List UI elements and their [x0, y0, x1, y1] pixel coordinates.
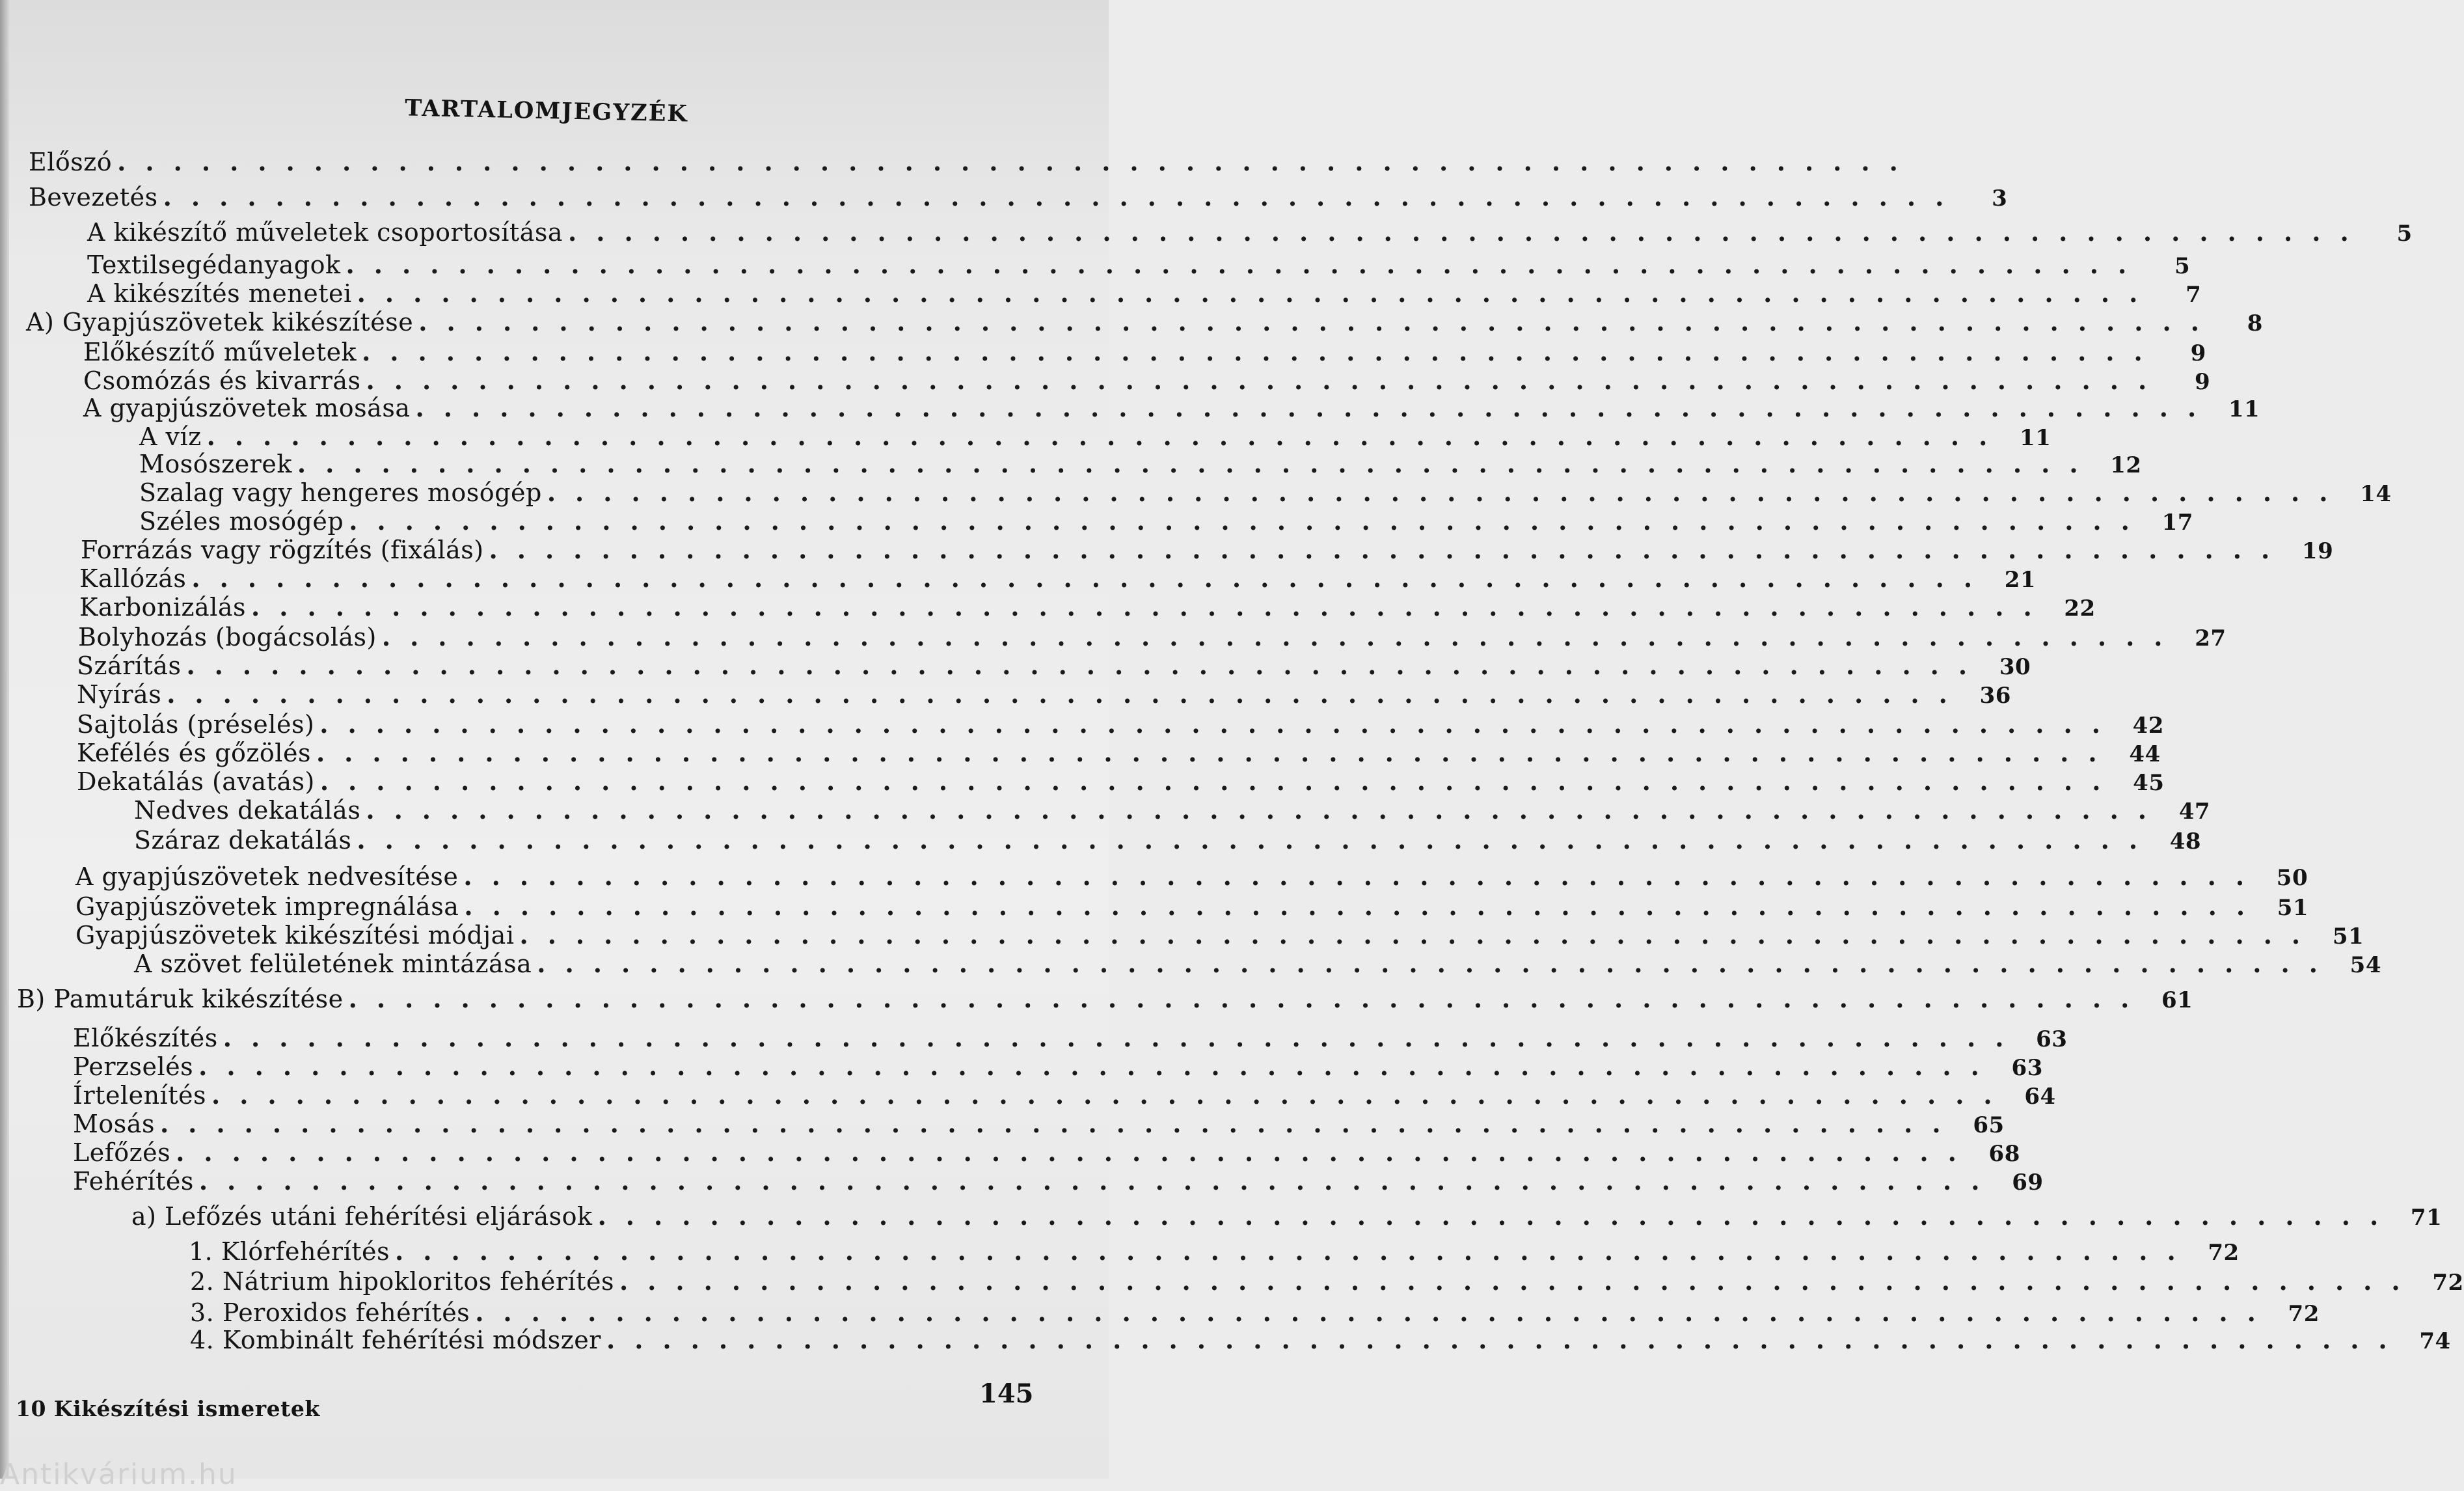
toc-entry-label: Perzselés: [73, 1052, 194, 1081]
toc-entry: [73, 1023, 2068, 1053]
dot-leader: ................................................................: [606, 1325, 2407, 1354]
toc-entry: [79, 564, 2037, 594]
toc-entry: [77, 767, 2165, 797]
dot-leader: ................................................................: [366, 795, 2167, 825]
toc-entry-page: 63: [2011, 1055, 2043, 1081]
page-footer-signature: 10 Kikészítési ismeretek: [16, 1396, 320, 1421]
toc-entry: [77, 679, 2011, 709]
toc-entry-page: 72: [2432, 1270, 2464, 1296]
toc-entry-label: 3. Peroxidos fehérítés: [190, 1298, 470, 1327]
toc-entry-label: 4. Kombinált fehérítési módszer: [190, 1326, 601, 1354]
toc-entry: [29, 147, 1917, 177]
toc-entry-page: 5: [2396, 221, 2413, 247]
dot-leader: ................................................................: [198, 1052, 1999, 1081]
toc-entry-label: A kikészítő műveletek csoportosítása: [87, 218, 563, 247]
toc-entry: [73, 1138, 2020, 1168]
toc-entry-page: 19: [2301, 538, 2334, 564]
toc-entry-page: 21: [2004, 567, 2037, 593]
toc-entry: [87, 217, 2413, 247]
dot-leader: ................................................................: [159, 1109, 1960, 1138]
toc-entry-label: Szárítás: [77, 651, 182, 680]
toc-entry-page: 5: [2174, 253, 2191, 279]
dot-leader: ................................................................: [464, 892, 2265, 921]
toc-entry-label: Lefőzés: [73, 1138, 171, 1167]
toc-entry: [139, 478, 2392, 508]
toc-entry-label: Kefélés és gőzölés: [77, 739, 311, 767]
toc-entry-page: 8: [2247, 310, 2263, 336]
dot-leader: ................................................................: [223, 1023, 2024, 1052]
toc-entry-label: Előszó: [29, 148, 113, 176]
toc-entry: [77, 738, 2161, 768]
toc-entry: [139, 506, 2193, 536]
toc-entry-page: 44: [2129, 741, 2161, 767]
toc-entry-label: Csomózás és kivarrás: [83, 366, 361, 395]
toc-entry-label: Széles mosógép: [139, 507, 344, 536]
toc-entry-label: A gyapjúszövetek mosása: [83, 394, 411, 422]
dot-leader: ................................................................: [319, 767, 2120, 796]
dot-leader: ................................................................: [381, 622, 2182, 651]
toc-entry-label: Mosószerek: [139, 450, 292, 478]
dot-leader: ................................................................: [117, 147, 1917, 176]
dot-leader: ................................................................: [191, 564, 1992, 593]
toc-entry: [87, 250, 2191, 280]
toc-entry: [75, 892, 2309, 922]
toc-entry-page: 48: [2169, 828, 2202, 855]
toc-entry: [134, 795, 2211, 825]
dot-leader: ................................................................: [251, 592, 2051, 622]
dot-leader: ................................................................: [547, 478, 2348, 507]
toc-entry-page: 45: [2133, 770, 2165, 796]
toc-entry-page: 3: [1992, 185, 2008, 212]
toc-entry-label: A kikészítés menetei: [87, 279, 352, 308]
dot-leader: ................................................................: [345, 250, 2146, 279]
dot-leader: ................................................................: [176, 1138, 1976, 1167]
toc-entry-label: Gyapjúszövetek kikészítési módjai: [75, 921, 515, 950]
toc-entry-label: Előkészítés: [73, 1024, 218, 1052]
dot-leader: ................................................................: [537, 949, 2337, 978]
toc-entry-label: Fehérítés: [73, 1167, 194, 1196]
toc-entry-label: Szalag vagy hengeres mosógép: [139, 478, 542, 507]
toc-entry-label: a) Lefőzés utáni fehérítési eljárások: [131, 1202, 593, 1231]
toc-entry: [87, 279, 2202, 308]
toc-entry: [190, 1266, 2464, 1296]
dot-leader: ................................................................: [366, 366, 2167, 395]
toc-entry-label: Textilsegédanyagok: [87, 251, 341, 279]
toc-title: TARTALOMJEGYZÉK: [404, 94, 689, 128]
toc-entry-label: Bevezetés: [29, 183, 158, 212]
dot-leader: ................................................................: [206, 422, 2007, 451]
toc-entry: [83, 393, 2260, 423]
toc-entry: [134, 825, 2202, 855]
dot-leader: ................................................................: [349, 506, 2149, 536]
toc-entry-label: Forrázás vagy rögzítés (fixálás): [81, 536, 484, 564]
dot-leader: ................................................................: [568, 217, 2368, 247]
dot-leader: ................................................................: [167, 679, 1967, 709]
toc-entry: [83, 366, 2211, 396]
dot-leader: ................................................................: [519, 920, 2320, 950]
toc-entry: [73, 1109, 2005, 1139]
toc-entry-page: 65: [1973, 1112, 2005, 1138]
toc-entry: [83, 337, 2206, 367]
dot-leader: ................................................................: [415, 393, 2216, 422]
toc-entry: [26, 307, 2263, 337]
toc-entry: [77, 651, 2031, 681]
toc-entry-label: Bolyhozás (bogácsolás): [78, 623, 377, 651]
toc-entry-page: 51: [2277, 895, 2309, 921]
toc-entry: [17, 984, 2193, 1014]
toc-entry-page: 17: [2161, 510, 2193, 536]
toc-entry: [75, 862, 2308, 892]
toc-entry-page: 11: [2228, 396, 2260, 422]
toc-entry-page: 64: [2024, 1084, 2056, 1110]
toc-entry-label: Nyírás: [77, 680, 162, 709]
dot-leader: ................................................................: [597, 1201, 2398, 1231]
toc-entry-page: 69: [2012, 1170, 2044, 1196]
toc-entry-page: 22: [2064, 595, 2096, 622]
toc-entry: [190, 1298, 2320, 1328]
dot-leader: ................................................................: [357, 825, 2158, 855]
dot-leader: ................................................................: [186, 651, 1987, 680]
toc-entry: [73, 1052, 2043, 1082]
toc-entry-label: Nedves dekatálás: [134, 796, 361, 825]
dot-leader: ................................................................: [297, 449, 2098, 478]
toc-entry-page: 71: [2410, 1205, 2443, 1231]
toc-entry-label: A víz: [139, 422, 202, 451]
dot-leader: ................................................................: [475, 1298, 2275, 1327]
toc-entry-page: 27: [2195, 625, 2227, 651]
toc-entry-page: 72: [2288, 1301, 2320, 1327]
toc-entry-label: Gyapjúszövetek impregnálása: [75, 892, 459, 921]
toc-entry-page: 36: [1979, 683, 2011, 709]
dot-leader: ................................................................: [198, 1166, 1999, 1196]
toc-entry: [81, 535, 2334, 565]
dot-leader: ................................................................: [395, 1237, 2195, 1266]
toc-entry-label: Előkészítő műveletek: [83, 338, 357, 366]
toc-entry-page: 12: [2110, 452, 2142, 478]
dot-leader: ................................................................: [316, 738, 2117, 767]
toc-entry-page: 30: [1999, 654, 2031, 680]
toc-entry-label: Kallózás: [79, 564, 187, 593]
toc-entry: [29, 182, 2008, 212]
toc-entry-label: Dekatálás (avatás): [77, 767, 315, 796]
toc-entry: [77, 709, 2164, 739]
dot-leader: ................................................................: [362, 337, 2162, 366]
toc-entry-label: Mosás: [73, 1110, 155, 1138]
toc-entry: [189, 1237, 2240, 1266]
toc-entry-label: Írtelenítés: [73, 1081, 206, 1110]
toc-entry-label: Karbonizálás: [79, 593, 247, 622]
toc-entry: [73, 1080, 2056, 1110]
dot-leader: ................................................................: [163, 182, 1964, 212]
toc-entry: [79, 592, 2096, 622]
toc-entry: [78, 622, 2227, 652]
toc-entry-page: 54: [2349, 952, 2381, 978]
toc-entry-label: Száraz dekatálás: [134, 826, 352, 855]
toc-entry-page: 50: [2276, 865, 2308, 891]
dot-leader: ................................................................: [211, 1080, 2012, 1110]
toc-entry-page: 9: [2190, 340, 2206, 366]
toc-entry: [134, 949, 2381, 979]
dot-leader: ................................................................: [619, 1266, 2420, 1296]
toc-entry-page: 11: [2020, 425, 2051, 451]
dot-leader: ................................................................: [348, 984, 2149, 1013]
toc-entry-page: 51: [2332, 923, 2364, 950]
toc-entry-page: 47: [2178, 799, 2211, 825]
toc-entry-label: A szövet felületének mintázása: [134, 950, 532, 978]
toc-entry-page: 7: [2186, 282, 2202, 308]
dot-leader: ................................................................: [418, 307, 2219, 336]
toc-entry-page: 9: [2195, 369, 2211, 395]
toc-entry: [73, 1166, 2044, 1196]
watermark-text: Antikvárium.hu: [0, 1458, 237, 1491]
dot-leader: ................................................................: [463, 862, 2264, 891]
toc-entry-page: 63: [2036, 1026, 2068, 1052]
toc-entry-label: Sajtolás (préselés): [77, 710, 315, 739]
toc-entry-page: 74: [2419, 1328, 2451, 1354]
toc-entry-page: 42: [2132, 713, 2164, 739]
toc-entry-page: 14: [2360, 481, 2392, 507]
toc-entry-label: A) Gyapjúszövetek kikészítése: [26, 308, 414, 336]
toc-entry: [139, 449, 2142, 479]
toc-entry-label: B) Pamutáruk kikészítése: [17, 985, 344, 1013]
dot-leader: ................................................................: [357, 279, 2158, 308]
toc-entry-label: A gyapjúszövetek nedvesítése: [75, 862, 459, 891]
toc-entry-page: 61: [2161, 987, 2193, 1013]
dot-leader: ................................................................: [489, 535, 2290, 564]
dot-leader: ................................................................: [319, 709, 2120, 739]
toc-entry: [131, 1201, 2443, 1231]
toc-entry: [139, 422, 2051, 452]
page-number: 145: [979, 1378, 1034, 1409]
toc-entry: [75, 920, 2364, 950]
toc-entry-page: 72: [2208, 1240, 2240, 1266]
toc-entry-page: 68: [1988, 1141, 2020, 1167]
toc-entry: [190, 1325, 2451, 1355]
toc-entry-label: 1. Klórfehérítés: [189, 1237, 390, 1266]
toc-entry-label: 2. Nátrium hipokloritos fehérítés: [190, 1267, 614, 1296]
